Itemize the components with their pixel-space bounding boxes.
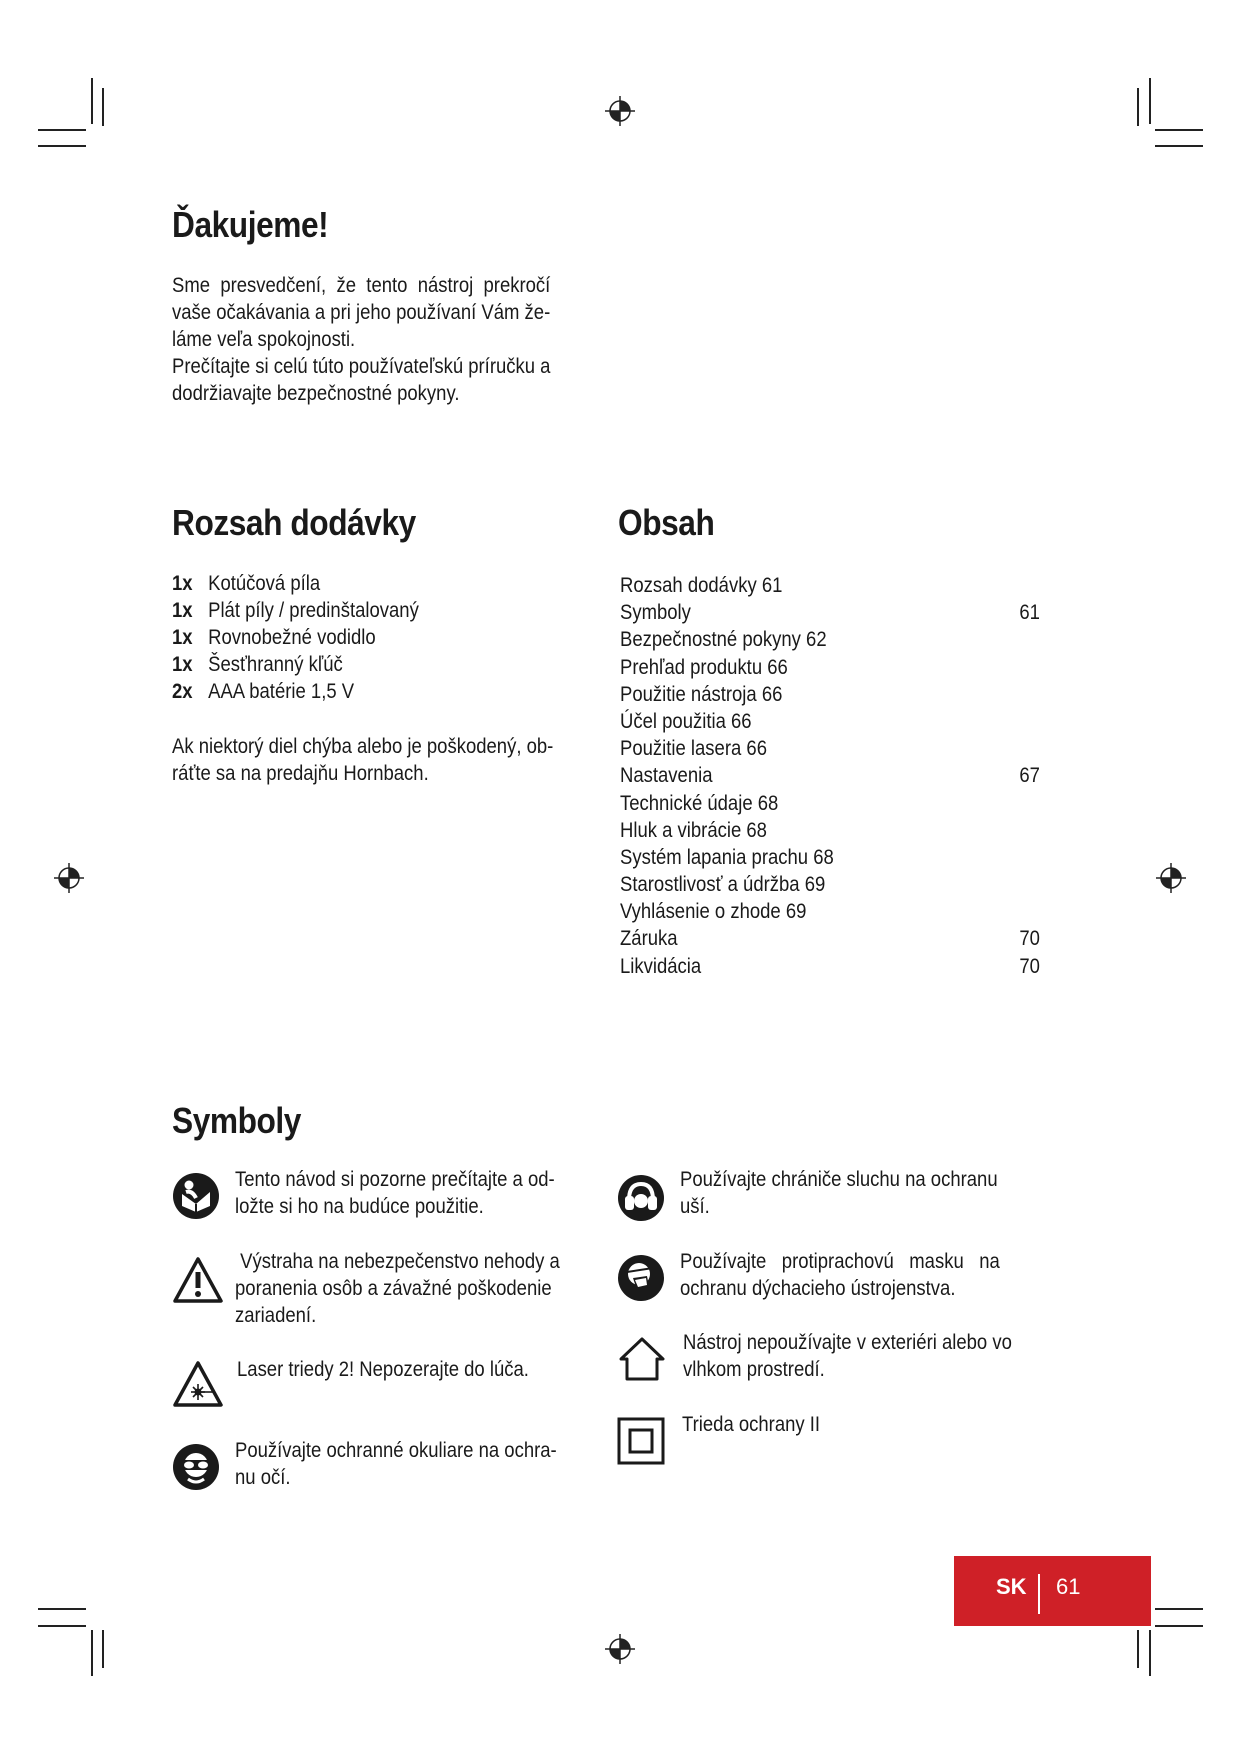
symbol-text: ložte si ho na budúce použitie. — [235, 1194, 484, 1218]
toc-entry[interactable] — [620, 953, 1040, 980]
toc-label: Použitie nástroja 66 — [620, 681, 783, 706]
toc-page: 67 — [1019, 763, 1040, 788]
list-item — [172, 570, 533, 597]
laser-warning-icon — [172, 1360, 224, 1408]
toc-label: Technické údaje 68 — [620, 790, 779, 815]
toc-entry[interactable] — [620, 681, 1040, 708]
note-line: ráťte sa na predajňu Hornbach. — [172, 761, 429, 785]
thanks-heading: Ďakujeme! — [172, 204, 329, 245]
symbol-text: uší. — [680, 1194, 710, 1218]
thanks-line: láme veľa spokojnosti. — [172, 327, 356, 351]
symbol-text: Používajte ochranné okuliare na ochra- — [235, 1438, 557, 1462]
toc-label: Symboly — [620, 600, 691, 625]
symbol-text: Tento návod si pozorne prečítajte a od- — [235, 1167, 555, 1191]
toc-page: 61 — [1019, 600, 1040, 625]
thanks-line: Prečítajte si celú túto používateľskú príručku a — [172, 354, 551, 378]
toc-entry[interactable] — [620, 871, 1040, 898]
toc-entry[interactable] — [620, 817, 1040, 844]
registration-mark-icon — [604, 95, 636, 127]
list-item — [172, 651, 533, 678]
toc-label: Účel použitia 66 — [620, 708, 752, 733]
registration-mark-icon — [53, 862, 85, 894]
delivery-note — [172, 733, 553, 787]
toc-label: Systém lapania prachu 68 — [620, 844, 834, 869]
toc-entry[interactable] — [620, 572, 1040, 599]
toc-label: Rozsah dodávky 61 — [620, 573, 783, 597]
symbols-heading: Symboly — [172, 1100, 301, 1141]
item-name: Plát píly / predinštalovaný — [208, 598, 419, 622]
symbol-text: Trieda ochrany II — [682, 1412, 821, 1436]
badge-divider — [1038, 1574, 1040, 1614]
page-number: 61 — [1056, 1574, 1081, 1599]
delivery-list — [172, 570, 533, 705]
toc-entry[interactable] — [620, 790, 1040, 817]
note-line: Ak niektorý diel chýba alebo je poškodený, ob- — [172, 734, 554, 758]
indoor-use-only-icon — [617, 1335, 667, 1383]
read-manual-icon — [172, 1172, 220, 1220]
item-name: Kotúčová píla — [208, 571, 321, 595]
toc-label: Vyhlásenie o zhode 69 — [620, 899, 807, 924]
toc-label: Použitie lasera 66 — [620, 736, 767, 761]
item-name: Rovnobežné vodidlo — [208, 625, 376, 649]
item-quantity: 1x — [172, 652, 193, 676]
toc-label: Nastavenia — [620, 763, 713, 788]
registration-mark-icon — [604, 1633, 636, 1665]
thanks-line: vaše očakávania a pri jeho používaní Vám že- — [172, 300, 551, 324]
item-quantity: 1x — [172, 571, 193, 595]
protection-class-ii-icon — [617, 1417, 665, 1465]
list-item — [172, 624, 533, 651]
toc-label: Prehľad produktu 66 — [620, 654, 788, 679]
thanks-paragraph — [172, 272, 551, 407]
toc-entry[interactable] — [620, 762, 1040, 789]
symbol-text: nu očí. — [235, 1465, 291, 1489]
toc-label: Likvidácia — [620, 953, 702, 978]
toc-page: 70 — [1019, 953, 1040, 978]
toc-label: Starostlivosť a údržba 69 — [620, 872, 826, 897]
symbol-text: poranenia osôb a závažné poškodenie — [235, 1276, 552, 1300]
table-of-contents — [620, 572, 1040, 980]
symbol-text: Používajte chrániče sluchu na ochranu — [680, 1167, 998, 1191]
toc-label: Hluk a vibrácie 68 — [620, 817, 767, 842]
toc-entry[interactable] — [620, 626, 1040, 653]
language-code: SK — [996, 1574, 1027, 1599]
symbol-text: zariadení. — [235, 1303, 317, 1327]
symbol-text: Výstraha na nebezpečenstvo nehody a — [235, 1249, 560, 1273]
item-quantity: 2x — [172, 679, 193, 703]
toc-entry[interactable] — [620, 599, 1040, 626]
toc-page: 70 — [1019, 926, 1040, 951]
thanks-line: dodržiavajte bezpečnostné pokyny. — [172, 381, 460, 405]
list-item — [172, 597, 533, 624]
toc-entry[interactable] — [620, 925, 1040, 952]
symbol-text: Používajte protiprachovú masku na — [680, 1249, 1000, 1273]
item-name: Šesťhranný kľúč — [208, 652, 343, 676]
thanks-line: Sme presvedčení, že tento nástroj prekročí — [172, 273, 551, 297]
item-quantity: 1x — [172, 625, 193, 649]
toc-entry[interactable] — [620, 844, 1040, 871]
contents-heading: Obsah — [618, 502, 715, 543]
delivery-heading: Rozsah dodávky — [172, 502, 416, 543]
safety-goggles-icon — [172, 1443, 220, 1491]
warning-triangle-icon — [172, 1256, 224, 1304]
dust-mask-icon — [617, 1254, 665, 1302]
toc-label: Záruka — [620, 926, 678, 951]
item-name: AAA batérie 1,5 V — [208, 679, 355, 703]
toc-entry[interactable] — [620, 708, 1040, 735]
item-quantity: 1x — [172, 598, 193, 622]
ear-protection-icon — [617, 1174, 665, 1222]
page-badge — [954, 1556, 1151, 1626]
symbol-text: vlhkom prostredí. — [683, 1357, 825, 1381]
toc-entry[interactable] — [620, 898, 1040, 925]
list-item — [172, 678, 533, 705]
toc-entry[interactable] — [620, 654, 1040, 681]
toc-label: Bezpečnostné pokyny 62 — [620, 627, 827, 652]
registration-mark-icon — [1155, 862, 1187, 894]
symbol-text: ochranu dýchacieho ústrojenstva. — [680, 1276, 956, 1300]
symbol-text: Nástroj nepoužívajte v exteriéri alebo vo — [683, 1330, 1012, 1354]
toc-entry[interactable] — [620, 735, 1040, 762]
symbol-text: Laser triedy 2! Nepozerajte do lúča. — [237, 1357, 529, 1381]
